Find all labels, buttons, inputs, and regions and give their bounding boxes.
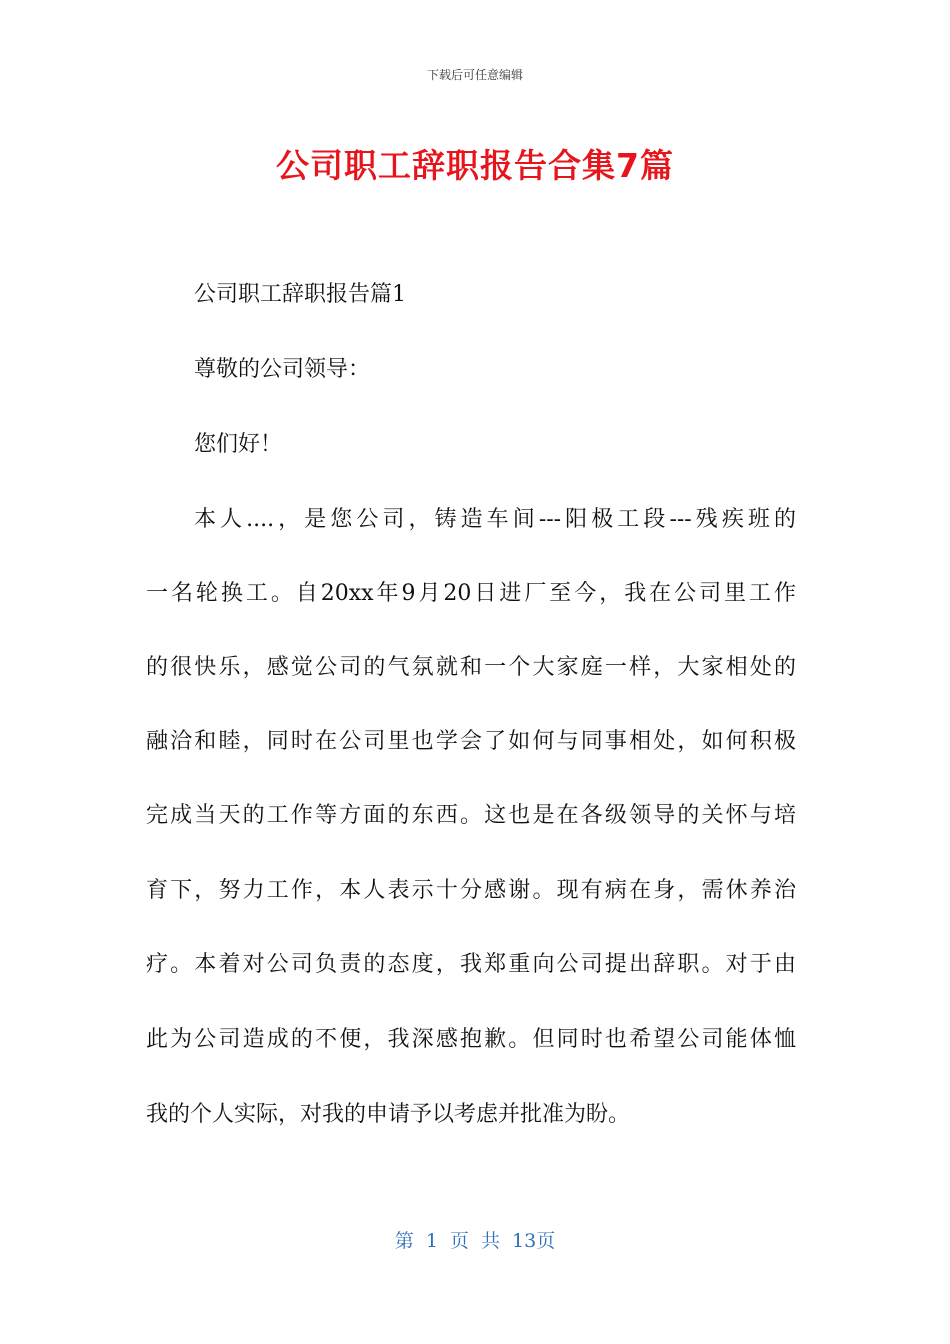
body-line: 融洽和睦，同时在公司里也学会了如何与同事相处，如何积极 <box>146 729 796 754</box>
salutation: 尊敬的公司领导： <box>194 357 371 382</box>
body-line: 疗。本着对公司负责的态度，我郑重向公司提出辞职。对于由 <box>146 952 796 977</box>
body-line: 一名轮换工。自20xx年9月20日进厂至今，我在公司里工作 <box>146 581 796 606</box>
body-line: 完成当天的工作等方面的东西。这也是在各级领导的关怀与培 <box>146 803 796 828</box>
header-note: 下载后可任意编辑 <box>426 68 523 82</box>
document-title: 公司职工辞职报告合集7篇 <box>276 146 674 185</box>
section-heading: 公司职工辞职报告篇1 <box>194 282 406 307</box>
page-number: 第 1 页 共 13页 <box>394 1230 556 1252</box>
greeting: 您们好！ <box>194 432 283 457</box>
body-line: 我的个人实际，对我的申请予以考虑并批准为盼。 <box>146 1102 631 1127</box>
body-line: 此为公司造成的不便，我深感抱歉。但同时也希望公司能体恤 <box>146 1027 796 1052</box>
body-line: 本人....，是您公司，铸造车间---阳极工段---残疾班的 <box>194 507 796 532</box>
body-line: 的很快乐，感觉公司的气氛就和一个大家庭一样，大家相处的 <box>146 655 796 680</box>
body-line: 育下，努力工作，本人表示十分感谢。现有病在身，需休养治 <box>146 878 796 903</box>
